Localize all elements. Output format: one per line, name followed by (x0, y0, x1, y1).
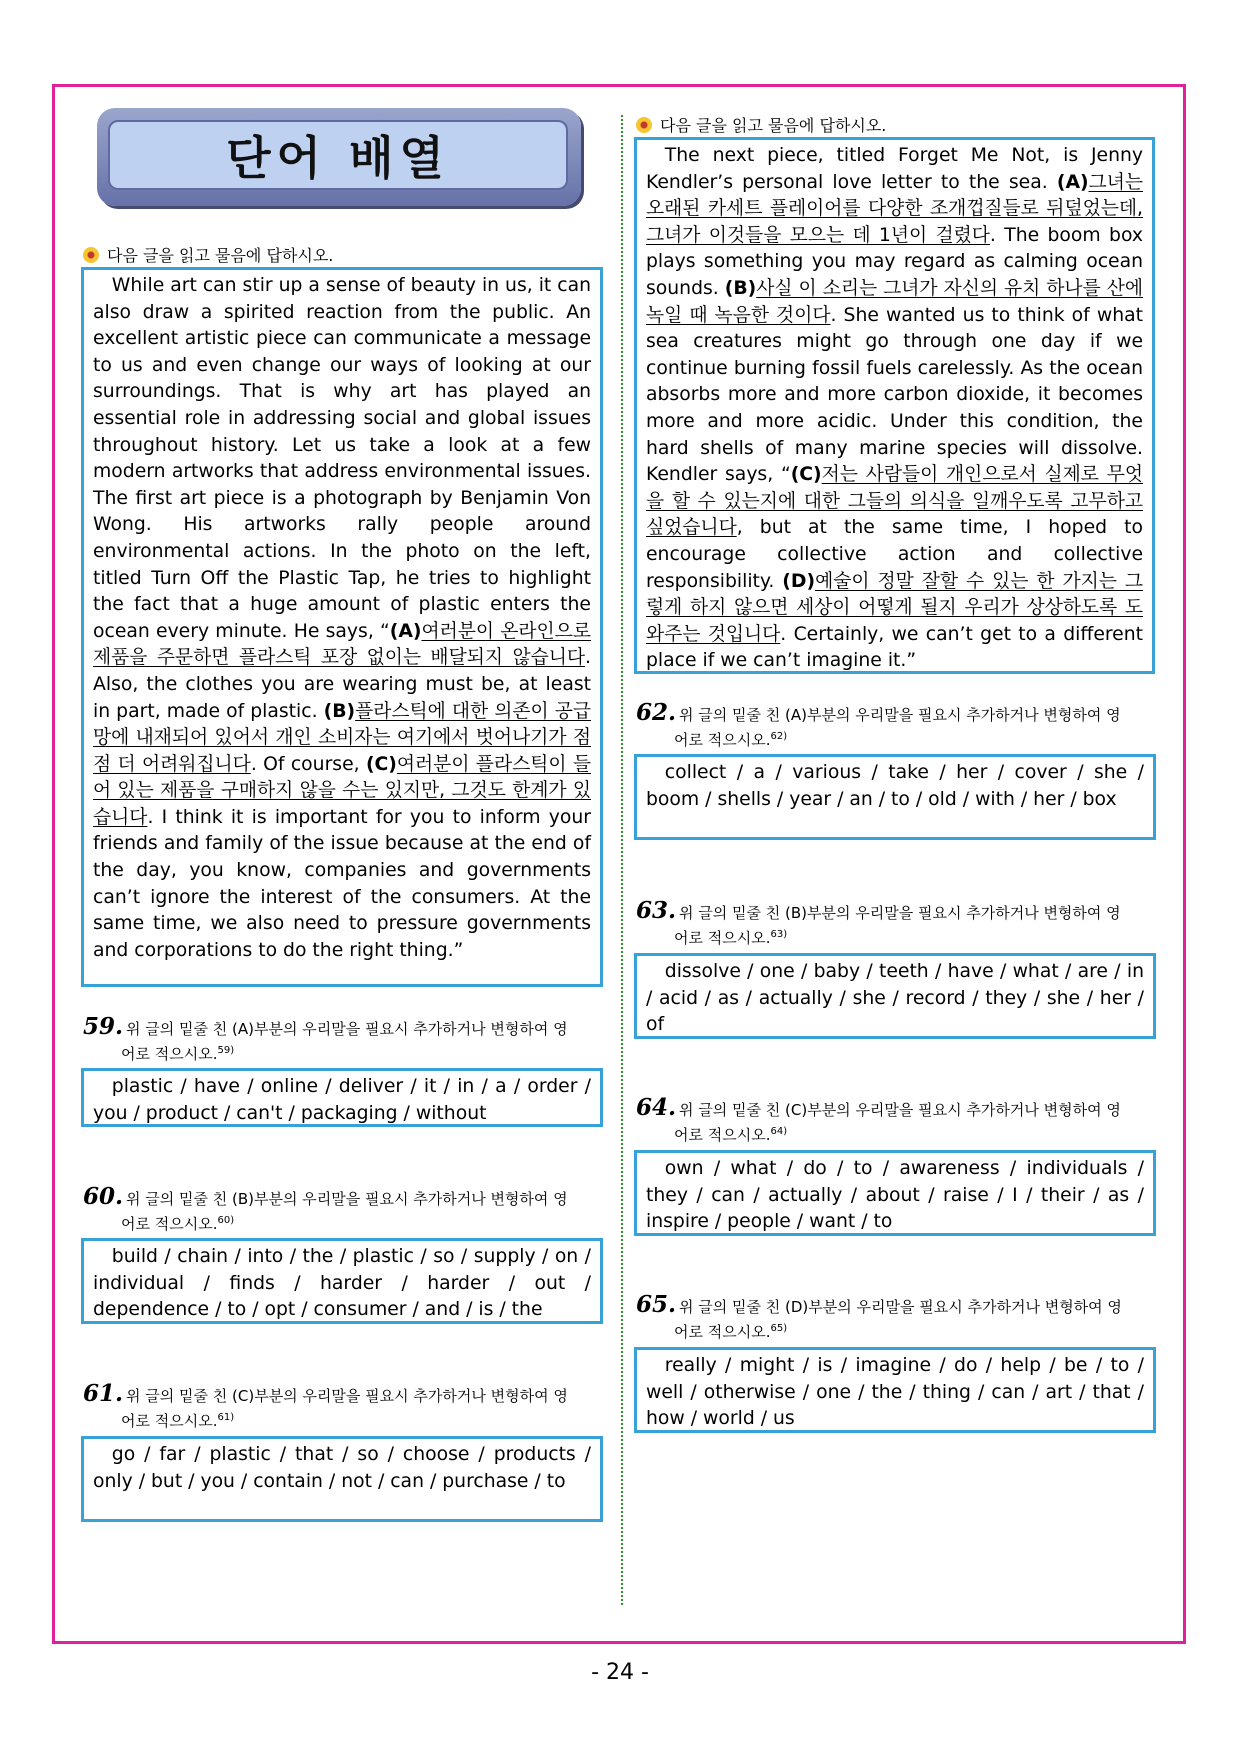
word-list: build / chain / into / the / plastic / so / supply / on / individual / finds / harder / harder / out / dependence / to / opt / consumer / and / is / the (93, 1246, 591, 1321)
question-prompt: 어로 적으시오. (121, 1412, 218, 1430)
label-a: (A) (389, 620, 422, 642)
title-banner (97, 108, 581, 206)
footnote-ref: 64) (770, 1126, 788, 1137)
word-bank-59 (81, 1068, 603, 1127)
word-bank-61 (81, 1436, 603, 1522)
footnote-ref: 63) (770, 929, 788, 940)
question-62 (636, 699, 1156, 751)
passage-2 (634, 137, 1155, 674)
question-number: 59. (83, 1013, 124, 1040)
question-prompt: 위 글의 밑줄 친 (B)부분의 우리말을 필요시 추가하거나 변형하여 영 (126, 1190, 568, 1208)
word-bank-65 (634, 1347, 1156, 1433)
label-b: (B) (724, 277, 757, 299)
underlined-c: 여러분이 플라스틱이 들어 있는 제품을 구매하지 않을 수는 있지만, 그것도 한계가 있습니다 (93, 753, 591, 828)
passage-1-text: . Also, the clothes you are wearing must be, at least in part, made of plastic. (93, 647, 591, 722)
passage-2-text: The next piece, titled Forget Me Not, is Jenny Kendler’s personal love letter to the sea. (646, 145, 1143, 193)
question-number: 64. (636, 1094, 677, 1121)
page-number: - 24 - (591, 1660, 649, 1685)
label-c: (C) (365, 753, 397, 775)
word-list: own / what / do / to / awareness / individuals / they / can / actually / about / raise / I / their / as / inspire / people / want / to (646, 1158, 1144, 1233)
column-divider (621, 115, 623, 1605)
footnote-ref: 60) (217, 1215, 235, 1226)
word-list: plastic / have / online / deliver / it / in / a / order / you / product / can't / packaging / without (93, 1076, 591, 1124)
question-prompt: 어로 적으시오. (674, 1126, 771, 1144)
question-prompt: 어로 적으시오. (121, 1215, 218, 1233)
passage-2-text: , but at the same time, I hoped to encourage collective action and collective responsibility. (646, 517, 1143, 592)
question-63 (636, 897, 1156, 949)
underlined-c: 저는 사람들이 개인으로서 실제로 무엇을 할 수 있는지에 대한 그들의 의식을 일깨우도록 고무하고 싶었습니다 (646, 464, 1143, 539)
passage-1-text: . Of course, (250, 753, 366, 775)
instruction-right (636, 113, 886, 136)
underlined-a: 그녀는 오래된 카세트 플레이어를 다양한 조개껍질들로 뒤덮었는데, 그녀가 이것들을 모으는 데 1년이 걸렸다 (646, 171, 1143, 246)
question-prompt: 위 글의 밑줄 친 (D)부분의 우리말을 필요시 추가하거나 변형하여 영 (679, 1298, 1122, 1316)
instruction-text: 다음 글을 읽고 물음에 답하시오. (660, 116, 887, 135)
underlined-b: 플라스틱에 대한 의존이 공급망에 내재되어 있어서 개인 소비자는 여기에서 벗어나기가 점점 더 어려워집니다 (93, 700, 592, 775)
footnote-ref: 61) (217, 1412, 235, 1423)
question-prompt: 위 글의 밑줄 친 (A)부분의 우리말을 필요시 추가하거나 변형하여 영 (126, 1020, 568, 1038)
word-bank-64 (634, 1150, 1156, 1236)
word-bank-60 (81, 1238, 603, 1324)
question-prompt: 어로 적으시오. (674, 1323, 771, 1341)
flower-icon (636, 117, 652, 133)
underlined-a: 여러분이 온라인으로 제품을 주문하면 플라스틱 포장 없이는 배달되지 않습니다 (93, 620, 591, 669)
footnote-ref: 62) (770, 731, 788, 742)
question-prompt: 어로 적으시오. (121, 1045, 218, 1063)
question-prompt: 어로 적으시오. (674, 929, 771, 947)
label-a: (A) (1056, 171, 1089, 193)
passage-2-text: . The boom box plays something you may regard as calming ocean sounds. (646, 224, 1143, 299)
passage-1 (81, 267, 603, 987)
passage-2-text: . Certainly, we can’t get to a different place if we can’t imagine it.” (646, 623, 1143, 672)
question-61 (83, 1380, 603, 1432)
question-65 (636, 1291, 1156, 1343)
question-prompt: 어로 적으시오. (674, 731, 771, 749)
label-d: (D) (782, 570, 816, 592)
question-64 (636, 1094, 1156, 1146)
instruction-text: 다음 글을 읽고 물음에 답하시오. (107, 246, 334, 265)
footnote-ref: 59) (217, 1045, 235, 1056)
question-prompt: 위 글의 밑줄 친 (A)부분의 우리말을 필요시 추가하거나 변형하여 영 (679, 706, 1121, 724)
question-prompt: 위 글의 밑줄 친 (C)부분의 우리말을 필요시 추가하거나 변형하여 영 (126, 1387, 568, 1405)
label-c: (C) (790, 464, 822, 486)
page-title: 단어 배열 (108, 120, 568, 190)
question-prompt: 위 글의 밑줄 친 (B)부분의 우리말을 필요시 추가하거나 변형하여 영 (679, 904, 1121, 922)
underlined-d: 예술이 정말 잘할 수 있는 한 가지는 그렇게 하지 않으면 세상이 어떻게 될지 우리가 상상하도록 도와주는 것입니다 (646, 570, 1143, 645)
label-b: (B) (323, 700, 356, 722)
footnote-ref: 65) (770, 1323, 788, 1334)
question-60 (83, 1183, 603, 1235)
word-list: dissolve / one / baby / teeth / have / what / are / in / acid / as / actually / she / record / they / she / her / of (646, 961, 1144, 1036)
instruction-left (83, 243, 333, 266)
question-prompt: 위 글의 밑줄 친 (C)부분의 우리말을 필요시 추가하거나 변형하여 영 (679, 1101, 1121, 1119)
passage-2-text: . She wanted us to think of what sea creatures might go through one day if we continue burning fossil fuels carelessly. As the ocean absorbs more and more carbon dioxide, it becomes more and more acidic. Under this condition, the hard shells of many marine species will dissolve. Kendler says, “ (646, 304, 1143, 486)
question-number: 62. (636, 699, 677, 726)
question-number: 65. (636, 1291, 677, 1318)
underlined-b: 사실 이 소리는 그녀가 자신의 유치 하나를 산에 녹일 때 녹음한 것이다 (646, 277, 1143, 326)
word-bank-62 (634, 754, 1156, 840)
word-bank-63 (634, 953, 1156, 1039)
question-number: 63. (636, 897, 677, 924)
question-number: 60. (83, 1183, 124, 1210)
passage-1-text: While art can stir up a sense of beauty in us, it can also draw a spirited reaction from the public. An excellent artistic piece can communicate a message to us and even change our ways of looking at our surroundings. That is why art has played an essential role in addressing social and global issues throughout history. Let us take a look at a few modern artworks that address environmental issues. The first art piece is a photograph by Benjamin Von Wong. His artworks rally people around environmental actions. In the photo on the left, titled Turn Off the Plastic Tap, he tries to highlight the fact that a huge amount of plastic enters the ocean every minute. He says, “ (93, 275, 591, 642)
question-number: 61. (83, 1380, 124, 1407)
question-59 (83, 1013, 603, 1065)
passage-1-text: . I think it is important for you to inform your friends and family of the issue because at the end of the day, you know, companies and governments can’t ignore the interest of the consumers. At the same time, we also need to pressure governments and corporations to do the right thing.” (93, 806, 591, 961)
word-list: really / might / is / imagine / do / help / be / to / well / otherwise / one / the / thing / can / art / that / how / world / us (646, 1355, 1144, 1430)
word-list: collect / a / various / take / her / cover / she / boom / shells / year / an / to / old / with / her / box (646, 762, 1144, 810)
flower-icon (83, 247, 99, 263)
word-list: go / far / plastic / that / so / choose / products / only / but / you / contain / not / can / purchase / to (93, 1444, 591, 1492)
